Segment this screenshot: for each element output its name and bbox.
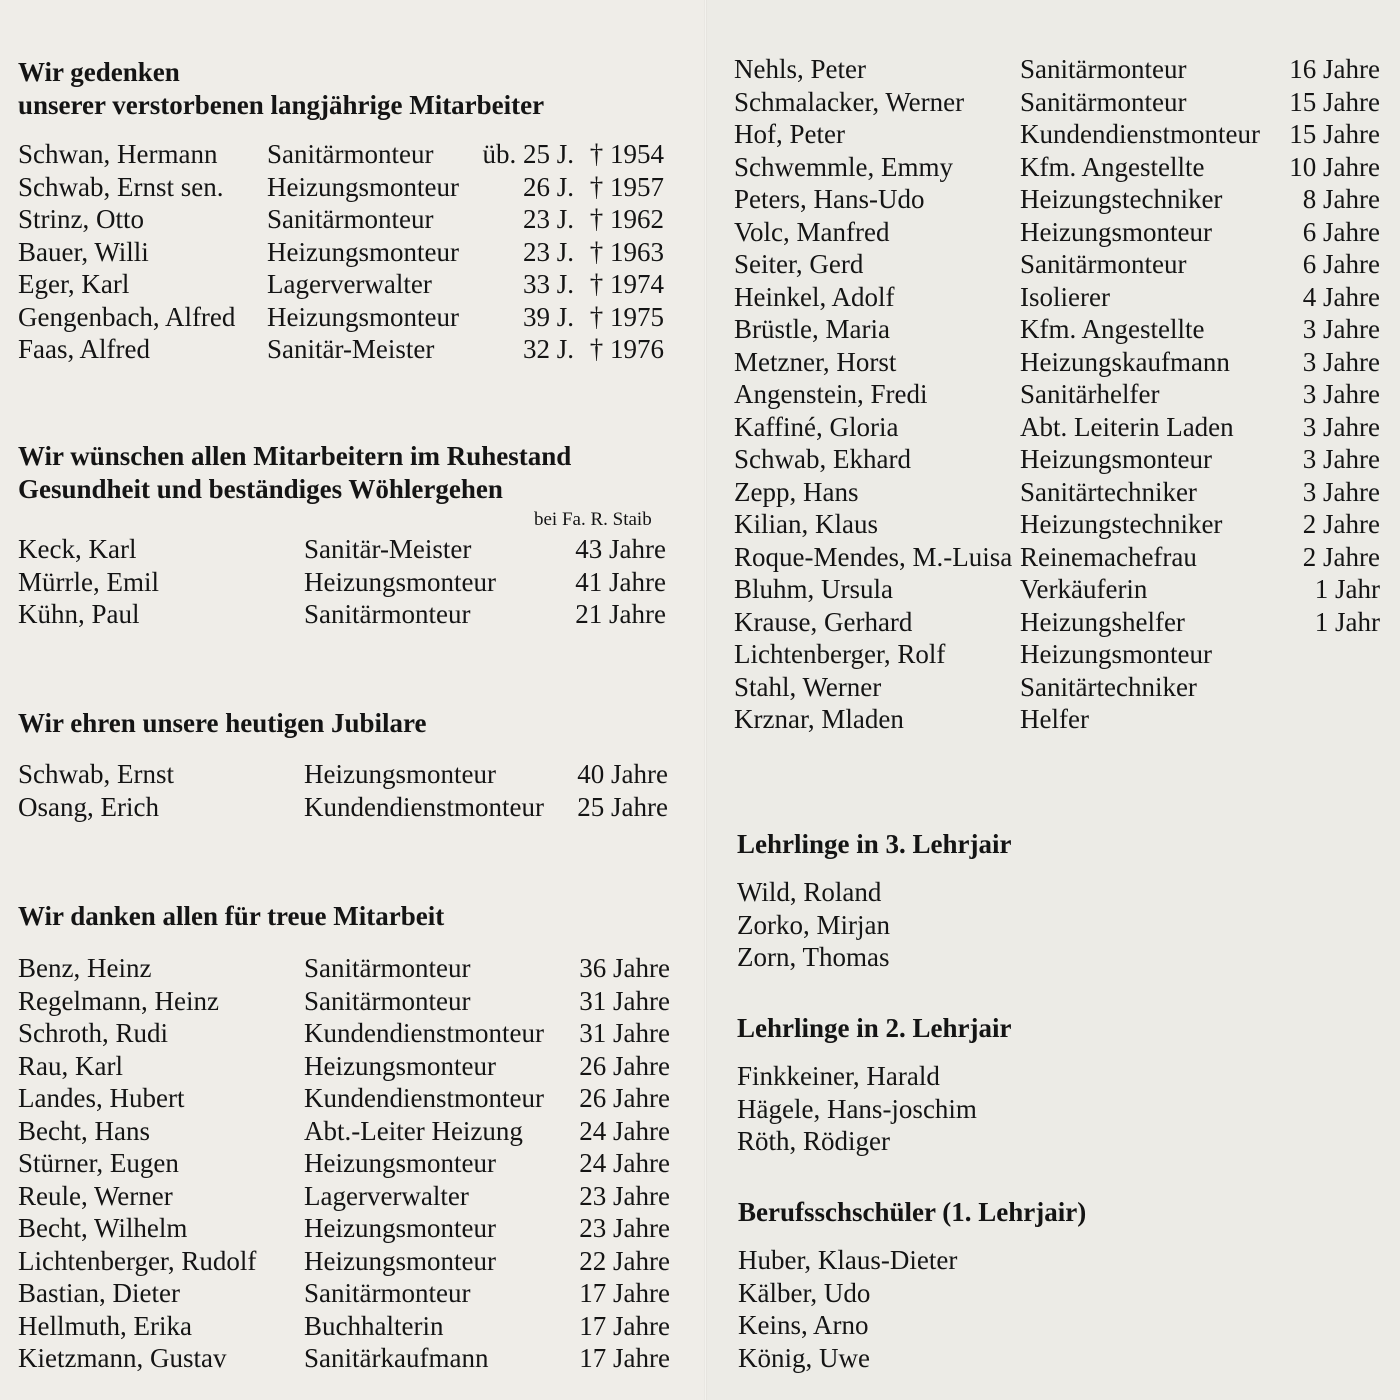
person-name: Osang, Erich — [18, 791, 159, 822]
person-role: Heizungstechniker — [1020, 509, 1223, 539]
table-row — [18, 1310, 688, 1343]
person-role: Sanitärmonteur — [304, 599, 471, 629]
students-1-list — [738, 1244, 1338, 1374]
service-years: 41 Jahre — [575, 566, 666, 597]
person-name: Hellmuth, Erika — [18, 1310, 192, 1341]
person-name: Schroth, Rudi — [18, 1018, 169, 1048]
service-years: 25 Jahre — [577, 791, 668, 822]
table-row — [18, 236, 678, 269]
service-years: 3 Jahre — [1302, 476, 1380, 507]
person-name: Zepp, Hans — [734, 476, 859, 507]
table-row — [734, 53, 1384, 86]
person-name: König, Uwe — [738, 1342, 870, 1373]
person-name: Zorko, Mirjan — [737, 909, 890, 940]
person-name: Schwab, Ekhard — [734, 444, 911, 474]
table-row — [18, 1017, 688, 1050]
person-role: Helfer — [1020, 704, 1089, 734]
service-years: 17 Jahre — [579, 1278, 670, 1308]
table-row — [734, 411, 1384, 444]
death-year: † 1962 — [589, 204, 664, 234]
table-row — [18, 758, 688, 791]
person-role: Sanitärtechniker — [1020, 671, 1197, 702]
apprentices-2-heading: Lehrlinge in 2. Lehrjair — [737, 1013, 1012, 1043]
person-role: Abt. Leiterin Laden — [1020, 411, 1234, 442]
person-name: Schmalacker, Werner — [734, 86, 965, 117]
person-role: Kundendienstmonteur — [304, 1018, 544, 1048]
service-years: 43 Jahre — [575, 534, 666, 564]
person-role: Kundendienstmonteur — [1020, 119, 1260, 149]
service-years: 24 Jahre — [579, 1148, 670, 1178]
service-years: üb. 25 J. — [482, 139, 574, 169]
person-name: Huber, Klaus-Dieter — [738, 1245, 958, 1275]
person-name: Eger, Karl — [18, 269, 130, 299]
person-role: Heizungsmonteur — [1020, 216, 1212, 247]
table-row — [18, 203, 678, 236]
person-name: Bastian, Dieter — [18, 1278, 180, 1308]
apprentices-3-heading: Lehrlinge in 3. Lehrjair — [737, 829, 1012, 859]
table-row — [737, 876, 1337, 909]
service-years: 40 Jahre — [577, 759, 668, 789]
person-role: Sanitärkaufmann — [304, 1343, 489, 1373]
person-role: Heizungskaufmann — [1020, 346, 1230, 377]
apprentices-3-list — [737, 876, 1337, 974]
person-role: Sanitärtechniker — [1020, 476, 1197, 507]
person-role: Sanitärmonteur — [1020, 54, 1187, 84]
service-years: 23 J. — [522, 236, 574, 267]
table-row — [738, 1309, 1338, 1342]
person-role: Heizungsmonteur — [1020, 444, 1212, 474]
table-row — [734, 183, 1384, 216]
service-years: 3 Jahre — [1302, 379, 1380, 409]
table-row — [18, 598, 688, 631]
apprentices-2-list — [737, 1060, 1337, 1158]
service-years: 36 Jahre — [579, 953, 670, 983]
service-years: 2 Jahre — [1302, 541, 1380, 572]
person-role: Heizungsmonteur — [304, 759, 496, 789]
person-role: Kfm. Angestellte — [1020, 314, 1205, 344]
service-years: 26 J. — [522, 171, 574, 202]
death-year: † 1954 — [589, 139, 664, 169]
page-fold — [704, 0, 707, 1400]
service-years: 15 Jahre — [1289, 86, 1380, 117]
person-role: Heizungsmonteur — [267, 236, 459, 267]
death-year: † 1974 — [589, 269, 664, 299]
table-row — [18, 1147, 688, 1180]
table-row — [18, 1212, 688, 1245]
person-name: Schwab, Ernst sen. — [18, 171, 224, 202]
person-role: Sanitär-Meister — [267, 334, 435, 364]
retirement-section — [18, 440, 688, 506]
person-role: Heizungsmonteur — [267, 171, 459, 202]
death-year: † 1957 — [589, 171, 664, 202]
jubilare-section — [18, 707, 688, 740]
person-role: Sanitärmonteur — [1020, 249, 1187, 279]
loyalty-list-left — [18, 952, 688, 1375]
memorial-section — [18, 56, 678, 122]
person-name: Kaffiné, Gloria — [734, 411, 899, 442]
table-row — [738, 1244, 1338, 1277]
service-years: 32 J. — [522, 334, 574, 364]
table-row — [734, 248, 1384, 281]
person-role: Sanitärmonteur — [304, 1278, 471, 1308]
table-row — [734, 378, 1384, 411]
table-row — [18, 268, 678, 301]
person-name: Angenstein, Fredi — [734, 379, 928, 409]
person-name: Stahl, Werner — [734, 671, 882, 702]
jubilare-list — [18, 758, 688, 823]
person-name: Nehls, Peter — [734, 54, 866, 84]
person-role: Verkäuferin — [1020, 574, 1148, 604]
person-role: Heizungsmonteur — [304, 1148, 496, 1178]
service-years: 31 Jahre — [579, 985, 670, 1016]
memorial-list — [18, 138, 678, 366]
person-name: Lichtenberger, Rolf — [734, 639, 946, 669]
person-role: Heizungsmonteur — [304, 1050, 496, 1081]
service-years: 26 Jahre — [579, 1050, 670, 1081]
retirement-note: bei Fa. R. Staib — [534, 509, 652, 530]
table-row — [734, 671, 1384, 704]
person-role: Sanitär-Meister — [304, 534, 472, 564]
jubilare-heading: Wir ehren unsere heutigen Jubilare — [18, 708, 427, 738]
person-role: Heizungshelfer — [1020, 606, 1185, 637]
person-name: Bluhm, Ursula — [734, 574, 893, 604]
loyalty-list-right — [734, 53, 1384, 736]
table-row — [734, 313, 1384, 346]
person-name: Röth, Rödiger — [737, 1126, 890, 1156]
person-name: Brüstle, Maria — [734, 314, 890, 344]
table-row — [734, 281, 1384, 314]
table-row — [18, 533, 688, 566]
person-name: Keins, Arno — [738, 1310, 869, 1340]
service-years: 10 Jahre — [1289, 151, 1380, 182]
person-name: Schwan, Hermann — [18, 139, 218, 169]
students-1-section — [738, 1196, 1338, 1229]
table-row — [737, 1093, 1337, 1126]
person-role: Heizungsmonteur — [267, 301, 459, 332]
person-name: Rau, Karl — [18, 1050, 123, 1081]
table-row — [18, 301, 678, 334]
person-name: Roque-Mendes, M.-Luisa — [734, 541, 1013, 572]
person-name: Reule, Werner — [18, 1180, 173, 1211]
table-row — [734, 443, 1384, 476]
person-name: Lichtenberger, Rudolf — [18, 1245, 257, 1276]
table-row — [18, 333, 678, 366]
service-years: 23 J. — [522, 204, 574, 234]
service-years: 24 Jahre — [579, 1115, 670, 1146]
table-row — [18, 1277, 688, 1310]
service-years: 39 J. — [522, 301, 574, 332]
person-name: Regelmann, Heinz — [18, 985, 219, 1016]
service-years: 17 Jahre — [579, 1343, 670, 1373]
table-row — [738, 1342, 1338, 1375]
person-name: Stürner, Eugen — [18, 1148, 179, 1178]
person-name: Bauer, Willi — [18, 236, 149, 267]
person-name: Volc, Manfred — [734, 216, 890, 247]
table-row — [737, 909, 1337, 942]
person-name: Hof, Peter — [734, 119, 845, 149]
person-role: Sanitärmonteur — [267, 139, 434, 169]
table-row — [734, 118, 1384, 151]
person-name: Kälber, Udo — [738, 1277, 871, 1308]
person-name: Schwemmle, Emmy — [734, 151, 953, 182]
person-name: Mürrle, Emil — [18, 566, 159, 597]
table-row — [18, 1082, 688, 1115]
table-row — [18, 1245, 688, 1278]
person-role: Isolierer — [1020, 281, 1110, 312]
service-years: 6 Jahre — [1302, 216, 1380, 247]
table-row — [18, 171, 678, 204]
person-name: Peters, Hans-Udo — [734, 184, 925, 214]
death-year: † 1976 — [589, 334, 664, 364]
service-years: 22 Jahre — [579, 1245, 670, 1276]
table-row — [737, 1060, 1337, 1093]
memorial-heading-line1: Wir gedenken — [18, 57, 180, 87]
service-years: 6 Jahre — [1302, 249, 1380, 279]
person-name: Wild, Roland — [737, 877, 882, 907]
service-years: 21 Jahre — [575, 599, 666, 629]
table-row — [18, 1180, 688, 1213]
person-name: Kietzmann, Gustav — [18, 1343, 227, 1373]
person-name: Zorn, Thomas — [737, 942, 890, 972]
person-name: Gengenbach, Alfred — [18, 301, 236, 332]
person-name: Faas, Alfred — [18, 334, 150, 364]
table-row — [18, 1050, 688, 1083]
service-years: 3 Jahre — [1302, 346, 1380, 377]
table-row — [734, 86, 1384, 119]
person-name: Keck, Karl — [18, 534, 137, 564]
retirement-heading-line2: Gesundheit und beständiges Wöhlergehen — [18, 474, 503, 504]
person-role: Sanitärhelfer — [1020, 379, 1160, 409]
service-years: 23 Jahre — [579, 1180, 670, 1211]
table-row — [734, 703, 1384, 736]
table-row — [737, 941, 1337, 974]
person-role: Heizungsmonteur — [1020, 639, 1212, 669]
table-row — [734, 476, 1384, 509]
person-role: Abt.-Leiter Heizung — [304, 1115, 523, 1146]
person-name: Landes, Hubert — [18, 1083, 185, 1113]
death-year: † 1975 — [589, 301, 664, 332]
person-role: Sanitärmonteur — [267, 204, 434, 234]
person-name: Metzner, Horst — [734, 346, 897, 377]
service-years: 1 Jahr — [1314, 574, 1380, 604]
service-years: 23 Jahre — [579, 1213, 670, 1243]
service-years: 15 Jahre — [1289, 119, 1380, 149]
service-years: 31 Jahre — [579, 1018, 670, 1048]
service-years: 3 Jahre — [1302, 314, 1380, 344]
table-row — [737, 1125, 1337, 1158]
person-name: Finkkeiner, Harald — [737, 1061, 940, 1091]
table-row — [734, 151, 1384, 184]
service-years: 17 Jahre — [579, 1310, 670, 1341]
table-row — [18, 791, 688, 824]
person-name: Strinz, Otto — [18, 204, 144, 234]
service-years: 33 J. — [522, 269, 574, 299]
service-years: 1 Jahr — [1314, 606, 1380, 637]
person-role: Sanitärmonteur — [304, 985, 471, 1016]
table-row — [18, 985, 688, 1018]
person-name: Kilian, Klaus — [734, 509, 878, 539]
person-name: Becht, Wilhelm — [18, 1213, 188, 1243]
service-years: 2 Jahre — [1302, 509, 1380, 539]
service-years: 3 Jahre — [1302, 411, 1380, 442]
service-years: 26 Jahre — [579, 1083, 670, 1113]
loyalty-section — [18, 900, 688, 933]
apprentices-2-section — [737, 1012, 1337, 1045]
table-row — [738, 1277, 1338, 1310]
retirement-list — [18, 533, 688, 631]
person-role: Kfm. Angestellte — [1020, 151, 1205, 182]
table-row — [18, 566, 688, 599]
person-name: Krznar, Mladen — [734, 704, 904, 734]
person-role: Sanitärmonteur — [304, 953, 471, 983]
person-name: Kühn, Paul — [18, 599, 140, 629]
table-row — [734, 541, 1384, 574]
person-role: Kundendienstmonteur — [304, 791, 544, 822]
person-role: Sanitärmonteur — [1020, 86, 1187, 117]
table-row — [18, 952, 688, 985]
service-years: 3 Jahre — [1302, 444, 1380, 474]
person-role: Heizungstechniker — [1020, 184, 1223, 214]
table-row — [18, 1115, 688, 1148]
person-role: Reinemachefrau — [1020, 541, 1197, 572]
service-years: 4 Jahre — [1302, 281, 1380, 312]
retirement-heading-line1: Wir wünschen allen Mitarbeitern im Ruhestand — [18, 441, 572, 471]
memorial-heading-line2: unserer verstorbenen langjährige Mitarbeiter — [18, 90, 545, 120]
apprentices-3-section — [737, 828, 1337, 861]
person-name: Seiter, Gerd — [734, 249, 864, 279]
person-role: Heizungsmonteur — [304, 566, 496, 597]
person-name: Krause, Gerhard — [734, 606, 913, 637]
person-role: Lagerverwalter — [304, 1180, 469, 1211]
table-row — [18, 138, 678, 171]
death-year: † 1963 — [589, 236, 664, 267]
person-name: Heinkel, Adolf — [734, 281, 895, 312]
table-row — [18, 1342, 688, 1375]
service-years: 16 Jahre — [1289, 54, 1380, 84]
table-row — [734, 638, 1384, 671]
person-name: Benz, Heinz — [18, 953, 152, 983]
person-name: Becht, Hans — [18, 1115, 150, 1146]
service-years: 8 Jahre — [1302, 184, 1380, 214]
students-1-heading: Berufsschschüler (1. Lehrjair) — [738, 1197, 1087, 1227]
table-row — [734, 508, 1384, 541]
person-role: Buchhalterin — [304, 1310, 444, 1341]
table-row — [734, 573, 1384, 606]
table-row — [734, 216, 1384, 249]
table-row — [734, 346, 1384, 379]
person-role: Heizungsmonteur — [304, 1245, 496, 1276]
loyalty-heading: Wir danken allen für treue Mitarbeit — [18, 901, 445, 931]
person-name: Hägele, Hans-joschim — [737, 1093, 977, 1124]
person-role: Heizungsmonteur — [304, 1213, 496, 1243]
person-role: Lagerverwalter — [267, 269, 432, 299]
person-name: Schwab, Ernst — [18, 759, 174, 789]
table-row — [734, 606, 1384, 639]
person-role: Kundendienstmonteur — [304, 1083, 544, 1113]
